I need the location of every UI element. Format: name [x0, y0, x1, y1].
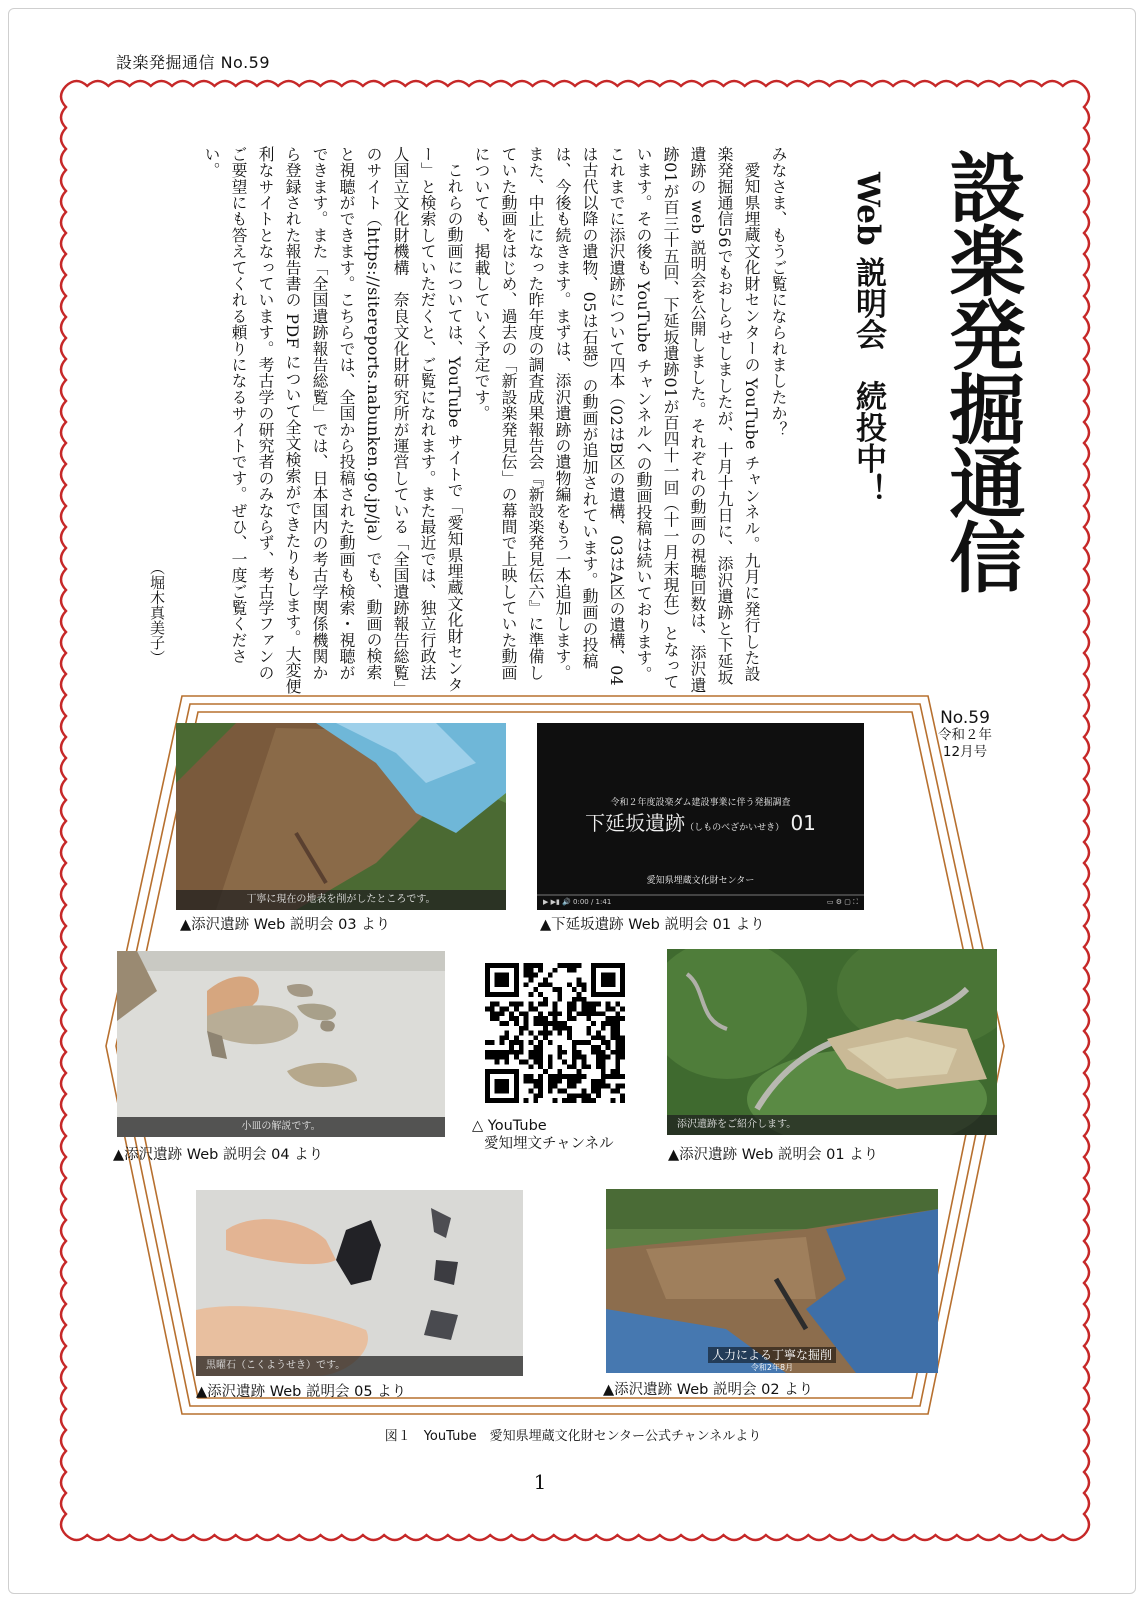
issue-era: 令和２年 [938, 727, 992, 743]
valley-aerial-image [667, 949, 997, 1135]
article-paragraph: みなさま、もうご覧になられましたか？ [769, 146, 788, 438]
photo-soezawa-01 [667, 949, 997, 1135]
photo-soezawa-04 [117, 951, 445, 1137]
video-title-line [537, 807, 864, 836]
article-body [140, 146, 792, 696]
qr-code[interactable] [485, 963, 625, 1103]
qr-caption-line1: △ YouTube [472, 1118, 547, 1134]
video-title: 下延坂遺跡 [585, 811, 686, 835]
qr-caption-line2: 愛知埋文チャンネル [484, 1136, 614, 1152]
video-subtitle: 添沢遺跡をご紹介します。 [667, 1115, 997, 1135]
obsidian-artifact-image [196, 1190, 523, 1376]
issue-month: 12月号 [942, 744, 988, 760]
headline-web-briefing: Web 説明会 続投中！ [850, 172, 886, 505]
aerial-excavation-image [176, 723, 506, 910]
figure-caption: 図１ YouTube 愛知県埋蔵文化財センター公式チャンネルより [384, 1429, 762, 1444]
video-subtitle-date: 令和2年8月 [750, 1363, 794, 1372]
video-time: 0:00 / 1:41 [573, 898, 612, 906]
article-paragraph: これらの動画については、YouTube サイトで「愛知県埋蔵文化財センター」と検索していただくと、ご覧になれます。また最近では、独立行政法人国立文化財機構 奈良文化財研究所が運営している「全国遺跡報告総覧」のサイト（https://sitereports.nabunken.go.jp/ja）でも、動画の検索と視聴ができます。こちらでは、全国から投稿された動画も検索・視聴ができます。また「全国遺跡報告総覧」では、日本国内の考古学関係機関から登録された報告書の PDF について全文検索ができたりもします。大変便利なサイトとなっています。考古学の研究者のみならず、考古学ファンのご要望にも答えてくれる頼りになるサイトです。ぜひ、一度ご覧ください。 [202, 146, 464, 695]
author-signature: （堀木真美子） [148, 560, 166, 665]
qr-code-image [485, 963, 625, 1103]
video-org: 愛知県埋蔵文化財センター [646, 876, 755, 886]
photo-soezawa-02 [606, 1189, 938, 1373]
fullscreen-icon[interactable]: ▭ ⚙ ▢ ⛶ [826, 898, 858, 906]
newsletter-title: 設楽発掘通信 [937, 148, 1026, 592]
page-number: 1 [533, 1470, 547, 1494]
qr-caption [472, 1117, 614, 1153]
photo-caption: ▲添沢遺跡 Web 説明会 02 より [603, 1382, 814, 1398]
video-subtitle: 黒曜石（こくようせき）です。 [196, 1356, 523, 1376]
photo-soezawa-03 [176, 723, 506, 910]
photo-soezawa-05 [196, 1190, 523, 1376]
photo-caption: ▲添沢遺跡 Web 説明会 03 より [180, 917, 391, 933]
issue-number: No.59 [940, 708, 990, 728]
video-subtitle-text: 人力による丁寧な掘削 [708, 1347, 836, 1363]
video-progress-bar[interactable] [537, 894, 864, 896]
pottery-sherd-image [117, 951, 445, 1137]
photo-caption: ▲添沢遺跡 Web 説明会 01 より [668, 1147, 879, 1163]
article-paragraph: 愛知県埋蔵文化財センターの YouTube チャンネル。九月に発行した設楽発掘通信56でもおしらせしましたが、十月十九日に、添沢遺跡と下延坂遺跡の web 説明会を公開しました。それぞれの動画の視聴回数は、添沢遺跡01が百三十五回、下延坂遺跡01が百四十一回（十一月末現在）となっています。その後も YouTube チャンネルへの動画投稿は続いております。これまでに添沢遺跡について四本（02はB区の遺構、03はA区の遺構、04は古代以降の遺物、05は石器）の動画が追加されています。動画の投稿は、今後も続きます。まずは、添沢遺跡の遺物編をもう一本追加します。また、中止になった昨年度の調査成果報告会『新設楽発見伝六』に準備していた動画をはじめ、過去の「新設楽発見伝」の幕間で上映していた動画についても、掲載していく予定です。 [472, 146, 761, 694]
video-kicker: 令和２年度設楽ダム建設事業に伴う発掘調査 [610, 798, 791, 808]
video-controls [543, 898, 858, 908]
photo-caption: ▲下延坂遺跡 Web 説明会 01 より [540, 917, 765, 933]
video-title-card[interactable] [537, 723, 864, 910]
photo-caption: ▲添沢遺跡 Web 説明会 05 より [196, 1384, 407, 1400]
video-number: 01 [790, 811, 816, 835]
play-icon[interactable]: ▶ ▶▮ 🔊 [543, 898, 571, 906]
video-ruby: （しものべざかいせき） [685, 823, 785, 833]
video-subtitle: 丁寧に現在の地表を削がしたところです。 [176, 890, 506, 910]
photo-caption: ▲添沢遺跡 Web 説明会 04 より [113, 1147, 324, 1163]
running-header: 設楽発掘通信 No.59 [116, 53, 271, 72]
video-subtitle: 小皿の解説です。 [117, 1117, 445, 1137]
video-subtitle [606, 1346, 938, 1363]
